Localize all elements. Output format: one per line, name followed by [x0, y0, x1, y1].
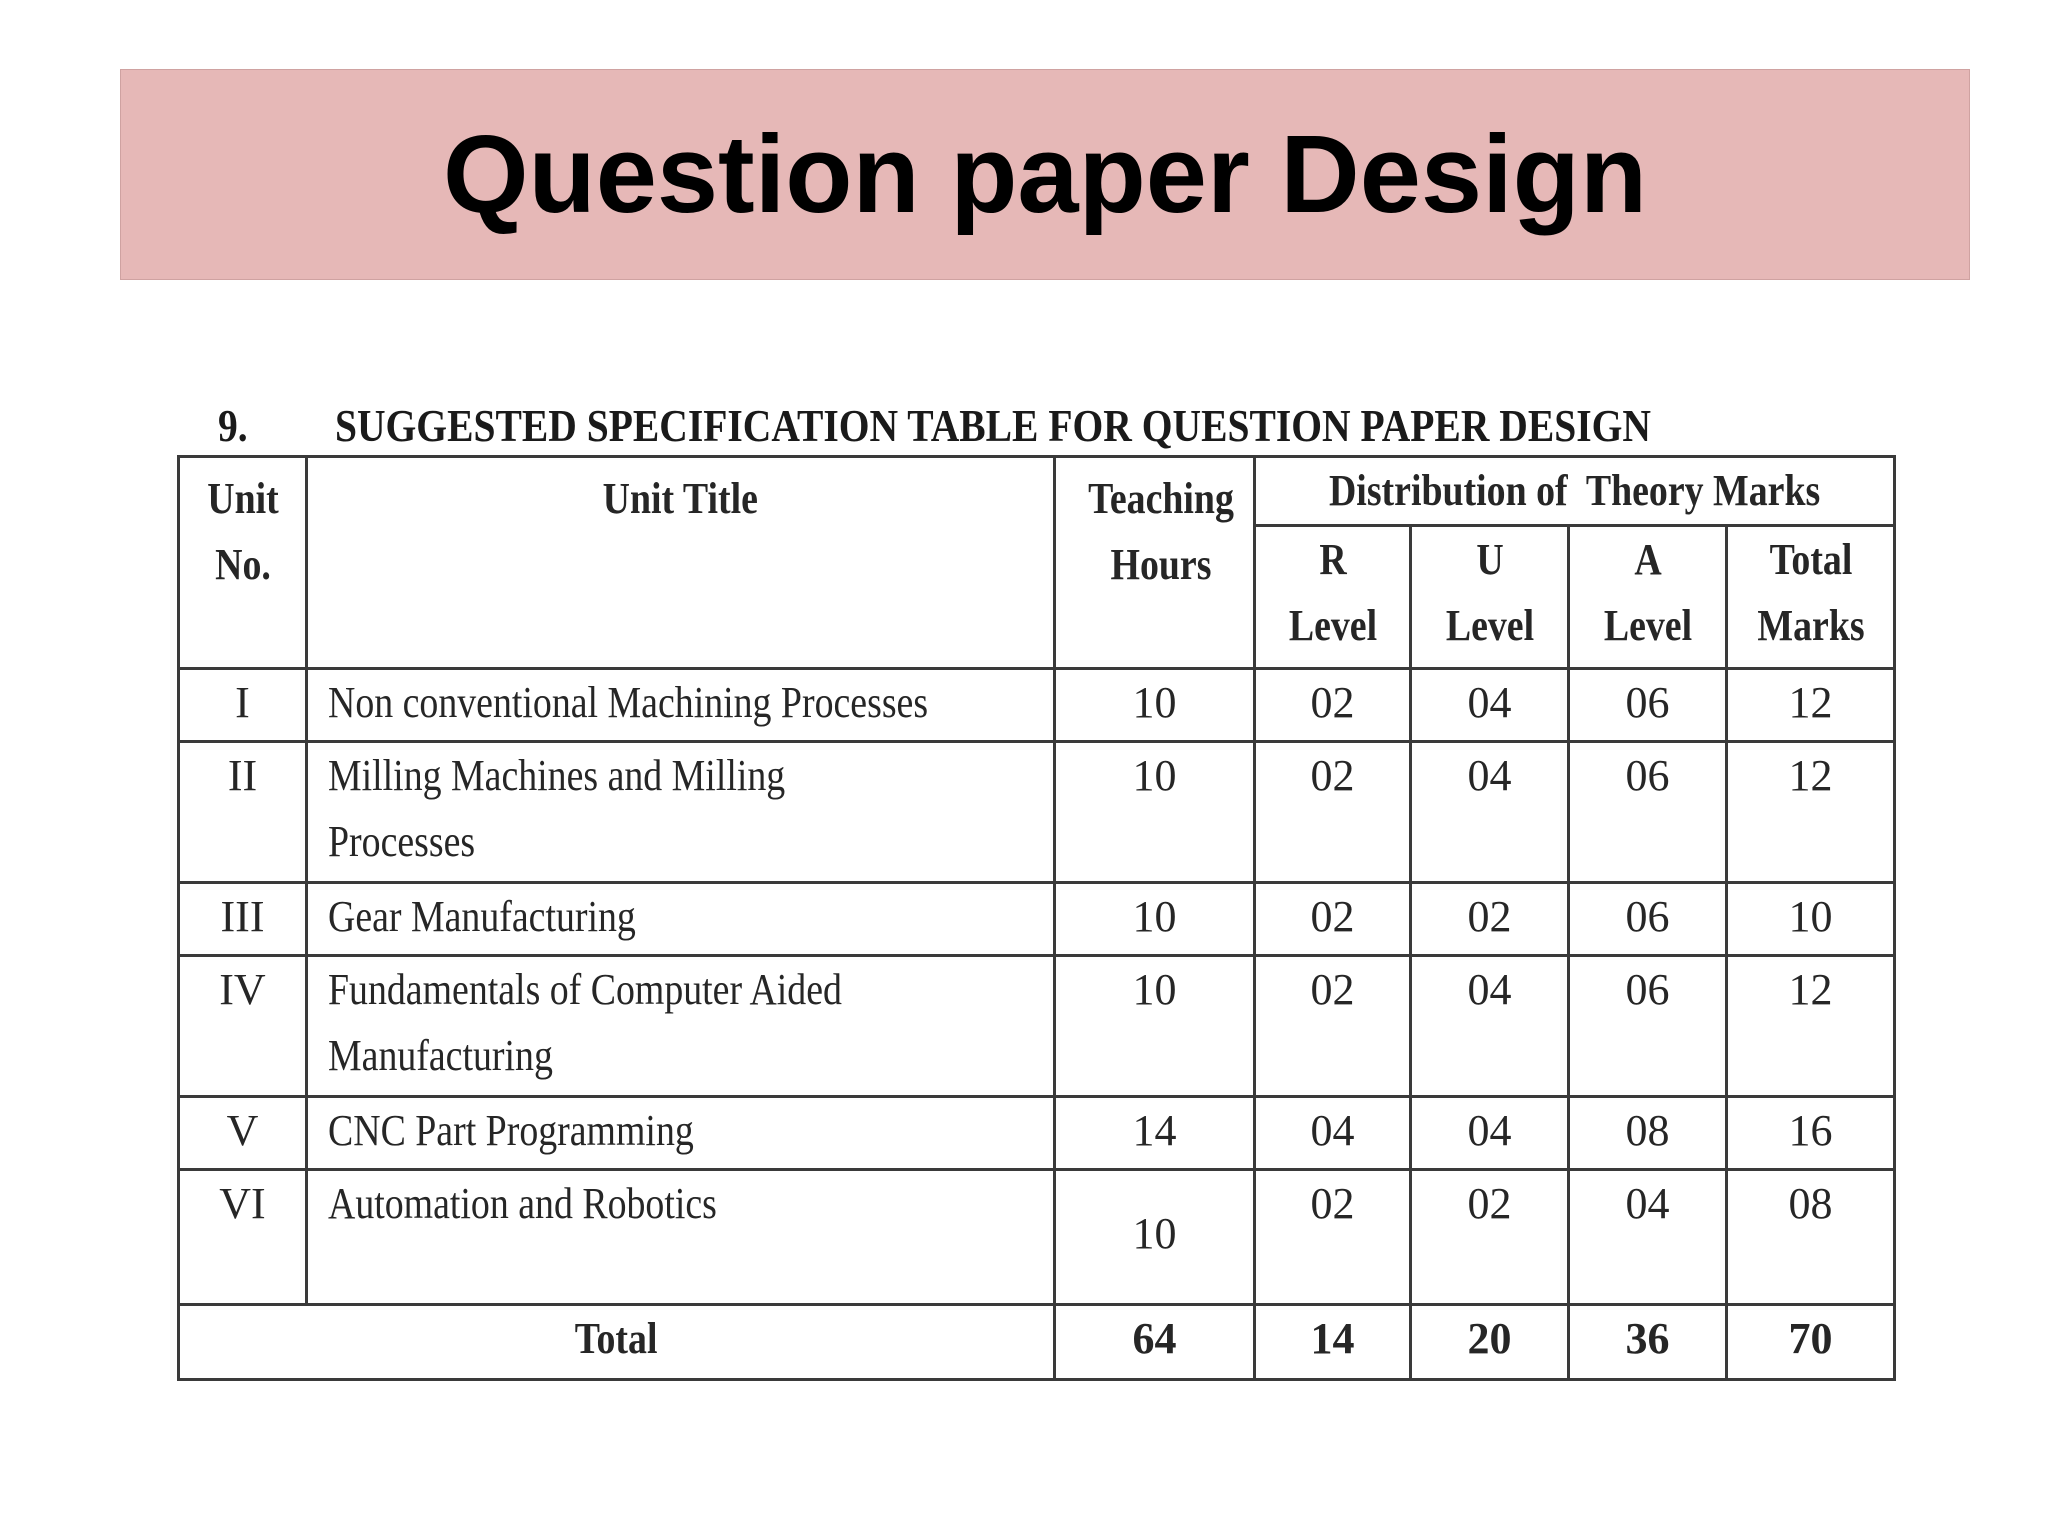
- unit-title-text: CNC Part Programming: [328, 1106, 694, 1155]
- caption-number: 9.: [218, 399, 248, 451]
- u-level-cell: 04: [1411, 1097, 1569, 1170]
- header-r-level: [1255, 526, 1411, 669]
- unit-title-cell: [307, 669, 1055, 742]
- hours-cell: 10: [1055, 742, 1255, 883]
- total-r-cell: 14: [1255, 1305, 1411, 1380]
- u-level-cell: 04: [1411, 742, 1569, 883]
- unit-no-cell: V: [179, 1097, 307, 1170]
- table-row: [179, 1170, 1895, 1305]
- total-marks-cell: 16: [1727, 1097, 1895, 1170]
- header-unit-title-label: Unit Title: [602, 474, 759, 523]
- header-unit-no-label: Unit No.: [206, 474, 279, 589]
- header-total-marks: [1727, 526, 1895, 669]
- total-row: [179, 1305, 1895, 1380]
- header-distribution-label: Distribution of Theory Marks: [1328, 466, 1821, 515]
- unit-no-cell: III: [179, 883, 307, 956]
- total-u-cell: 20: [1411, 1305, 1569, 1380]
- u-level-cell: 02: [1411, 1170, 1569, 1305]
- header-a-level-label: A Level: [1603, 535, 1692, 650]
- unit-title-cell: [307, 956, 1055, 1097]
- unit-no-cell: I: [179, 669, 307, 742]
- total-marks-cell: 12: [1727, 669, 1895, 742]
- r-level-cell: 02: [1255, 669, 1411, 742]
- total-marks-sum-cell: 70: [1727, 1305, 1895, 1380]
- unit-no-cell: VI: [179, 1170, 307, 1305]
- hours-cell: 10: [1055, 669, 1255, 742]
- slide-title: Question paper Design: [442, 113, 1648, 236]
- a-level-cell: 06: [1569, 669, 1727, 742]
- r-level-cell: 02: [1255, 883, 1411, 956]
- a-level-cell: 06: [1569, 883, 1727, 956]
- r-level-cell: 04: [1255, 1097, 1411, 1170]
- total-label-cell: [179, 1305, 1055, 1380]
- total-marks-cell: 12: [1727, 956, 1895, 1097]
- r-level-cell: 02: [1255, 956, 1411, 1097]
- unit-title-cell: [307, 883, 1055, 956]
- r-level-cell: 02: [1255, 742, 1411, 883]
- unit-title-text: Non conventional Machining Processes: [328, 678, 929, 727]
- unit-title-text: Gear Manufacturing: [328, 892, 636, 941]
- header-r-level-label: R Level: [1288, 535, 1377, 650]
- u-level-cell: 04: [1411, 669, 1569, 742]
- table-caption: [218, 395, 1663, 455]
- header-u-level-label: U Level: [1445, 535, 1534, 650]
- r-level-cell: 02: [1255, 1170, 1411, 1305]
- specification-table: [177, 455, 1896, 1381]
- header-row: [179, 457, 1895, 526]
- hours-cell: 10: [1055, 1170, 1255, 1305]
- a-level-cell: 06: [1569, 956, 1727, 1097]
- header-a-level: [1569, 526, 1727, 669]
- header-unit-title: [307, 457, 1055, 669]
- unit-title-text: Automation and Robotics: [328, 1179, 717, 1228]
- total-label: Total: [575, 1314, 658, 1363]
- a-level-cell: 06: [1569, 742, 1727, 883]
- unit-title-cell: [307, 742, 1055, 883]
- table-row: [179, 1097, 1895, 1170]
- unit-title-cell: [307, 1170, 1055, 1305]
- header-total-marks-label: Total Marks: [1756, 535, 1865, 650]
- table-row: [179, 956, 1895, 1097]
- title-banner: [120, 69, 1970, 280]
- total-marks-cell: 10: [1727, 883, 1895, 956]
- hours-cell: 10: [1055, 883, 1255, 956]
- total-a-cell: 36: [1569, 1305, 1727, 1380]
- u-level-cell: 02: [1411, 883, 1569, 956]
- header-distribution: [1255, 457, 1895, 526]
- a-level-cell: 04: [1569, 1170, 1727, 1305]
- hours-cell: 14: [1055, 1097, 1255, 1170]
- header-u-level: [1411, 526, 1569, 669]
- unit-title-text: Milling Machines and Milling Processes: [328, 751, 786, 866]
- u-level-cell: 04: [1411, 956, 1569, 1097]
- table-row: [179, 669, 1895, 742]
- header-teaching-hours: [1055, 457, 1255, 669]
- header-unit-no: [179, 457, 307, 669]
- header-teaching-hours-label: Teaching Hours: [1088, 474, 1234, 589]
- unit-title-cell: [307, 1097, 1055, 1170]
- unit-no-cell: IV: [179, 956, 307, 1097]
- table-row: [179, 883, 1895, 956]
- hours-cell: 10: [1055, 956, 1255, 1097]
- unit-title-text: Fundamentals of Computer Aided Manufacturing: [328, 965, 842, 1080]
- total-hours-cell: 64: [1055, 1305, 1255, 1380]
- a-level-cell: 08: [1569, 1097, 1727, 1170]
- total-marks-cell: 08: [1727, 1170, 1895, 1305]
- table-row: [179, 742, 1895, 883]
- caption-text: SUGGESTED SPECIFICATION TABLE FOR QUESTION PAPER DESIGN: [334, 399, 1651, 451]
- total-marks-cell: 12: [1727, 742, 1895, 883]
- unit-no-cell: II: [179, 742, 307, 883]
